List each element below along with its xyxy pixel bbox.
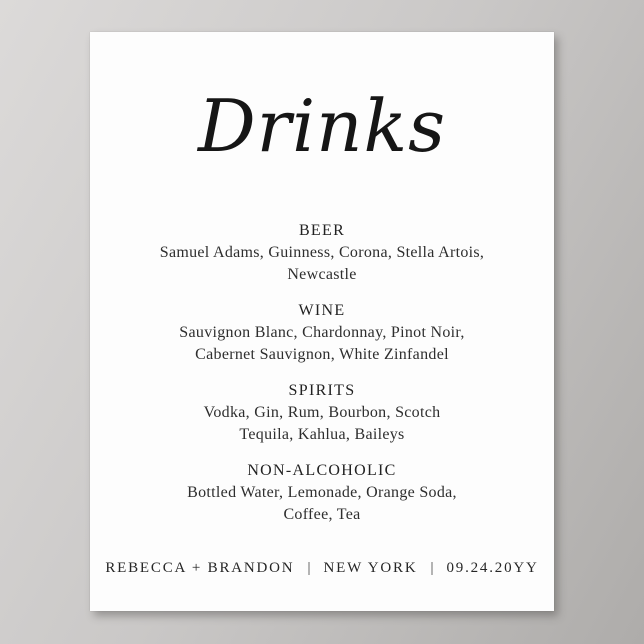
section-items-line: Cabernet Sauvignon, White Zinfandel xyxy=(195,346,449,363)
section-items-line: Sauvignon Blanc, Chardonnay, Pinot Noir, xyxy=(179,324,465,341)
menu-section-wine xyxy=(126,300,518,366)
section-items-line: Samuel Adams, Guinness, Corona, Stella Artois, xyxy=(159,244,485,261)
section-items-line: Newcastle xyxy=(287,266,357,283)
section-header: SPIRITS xyxy=(288,382,356,399)
section-header: BEER xyxy=(298,222,346,239)
section-header: WINE xyxy=(298,302,346,319)
menu-section-spirits xyxy=(126,380,518,446)
menu-section-non-alcoholic xyxy=(126,460,518,526)
footer-location: NEW YORK xyxy=(323,560,418,576)
footer-separator: | xyxy=(307,560,311,576)
section-items-line: Bottled Water, Lemonade, Orange Soda, xyxy=(187,484,457,501)
menu-footer xyxy=(90,560,554,577)
section-items-line: Tequila, Kahlua, Baileys xyxy=(239,426,405,443)
footer-separator: | xyxy=(430,560,434,576)
section-header: NON-ALCOHOLIC xyxy=(247,462,397,479)
footer-date: 09.24.20YY xyxy=(446,560,539,576)
menu-section-beer xyxy=(126,220,518,286)
menu-title: Drinks xyxy=(197,84,447,168)
drinks-menu-poster xyxy=(90,32,554,611)
section-items-line: Coffee, Tea xyxy=(283,506,361,523)
menu-sections xyxy=(126,220,518,526)
footer-couple-names: REBECCA + BRANDON xyxy=(105,560,295,576)
section-items-line: Vodka, Gin, Rum, Bourbon, Scotch xyxy=(203,404,441,421)
